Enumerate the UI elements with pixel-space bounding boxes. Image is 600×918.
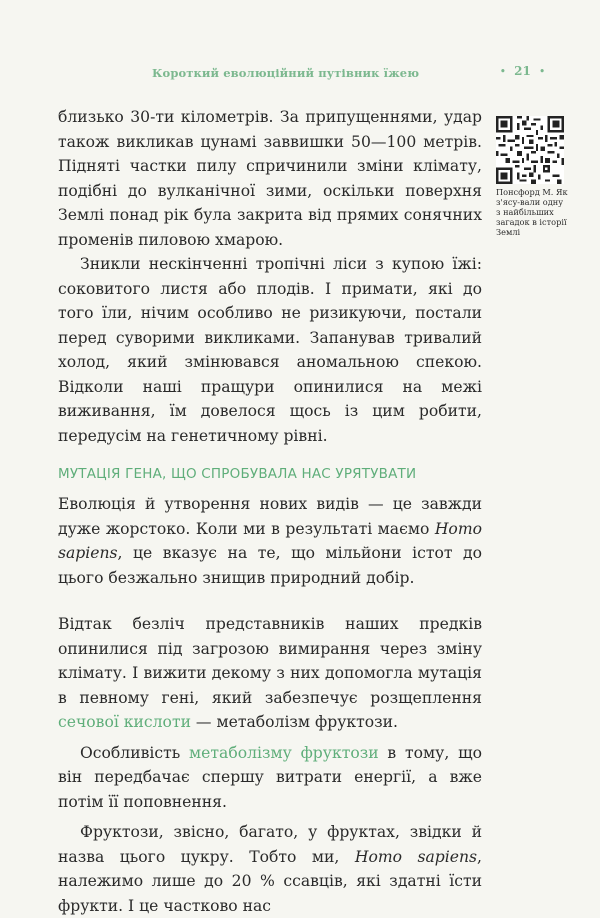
paragraph-3-text-c: , це вказує на те, що мільйони істот до цього безжально знищив природний добір. bbox=[58, 544, 482, 587]
paragraph-5-text-c: в тому, що він передбачає спершу витрати енергії, а вже потім її поповнення. bbox=[58, 743, 482, 811]
paragraph-5-text-a: Особливість bbox=[80, 743, 190, 762]
page-number-value: 21 bbox=[514, 64, 531, 78]
paragraph-6-text-c: , належимо лише до 20 % ссавців, які здатні їсти фрукти. І це частково нас bbox=[58, 847, 482, 915]
paragraph-3 bbox=[58, 492, 482, 590]
sidenote-caption: Понсфорд М. Як з'ясу-вали одну з найбільших загадок в історії Землі bbox=[496, 187, 568, 237]
paragraph-5 bbox=[58, 741, 482, 815]
paragraph-4-text-c: — метаболізм фруктози. bbox=[190, 713, 398, 731]
page-number bbox=[500, 64, 545, 78]
fructose-metabolism-link[interactable]: метаболізму фруктози bbox=[189, 743, 379, 762]
section-heading: МУТАЦІЯ ГЕНА, ЩО СПРОБУВАЛА НАС УРЯТУВАТИ bbox=[58, 466, 417, 482]
paragraph-6-text-a: Фруктози, звісно, багато, у фруктах, звідки й назва цього цукру. Тобто ми, bbox=[58, 823, 482, 866]
homo-sapiens-term-2: Homo sapiens bbox=[354, 847, 478, 866]
page-number-bullet-left: • bbox=[500, 67, 506, 77]
paragraph-6 bbox=[58, 820, 482, 918]
homo-sapiens-term: Homo sapiens bbox=[58, 519, 482, 562]
qr-code-icon[interactable] bbox=[496, 116, 564, 184]
paragraph-3-text-a: Еволюція й утворення нових видів — це завжди дуже жорстоко. Коли ми в результаті маємо bbox=[58, 495, 482, 538]
paragraph-1: близько 30-ти кілометрів. За припущеннями, удар також викликав цунамі заввишки 50—100 метрів. Підняті частки пилу спричинили зміни клімату, подібні до вулканічної зими, оскільки поверхня Землі понад рік була закрита від прямих сонячних променів пиловою хмарою. bbox=[58, 108, 482, 249]
main-text bbox=[58, 105, 482, 918]
page-number-bullet-right: • bbox=[539, 67, 545, 77]
paragraph-4 bbox=[58, 612, 482, 735]
paragraph-2: Зникли нескінченні тропічні ліси з купою їжі: соковитого листя або плодів. І примати, які до того їли, нічим особливо не ризикуючи, постали перед суворими викликами. Запанував тривалий холод, який змінювався аномальною спекою. Відколи наші пращури опинилися на межі виживання, їм довелося щось із цим робити, передусім на генетичному рівні. bbox=[58, 255, 482, 445]
running-head: Короткий еволюційний путівник їжею bbox=[152, 66, 420, 80]
uric-acid-link[interactable]: сечової кислоти bbox=[58, 713, 191, 731]
paragraph-4-text-a: Відтак безліч представників наших предків опинилися під загрозою вимирання через зміну клімату. І вижити декому з них допомогла мутація в певному гені, який забезпечує розщеплення bbox=[58, 615, 482, 707]
